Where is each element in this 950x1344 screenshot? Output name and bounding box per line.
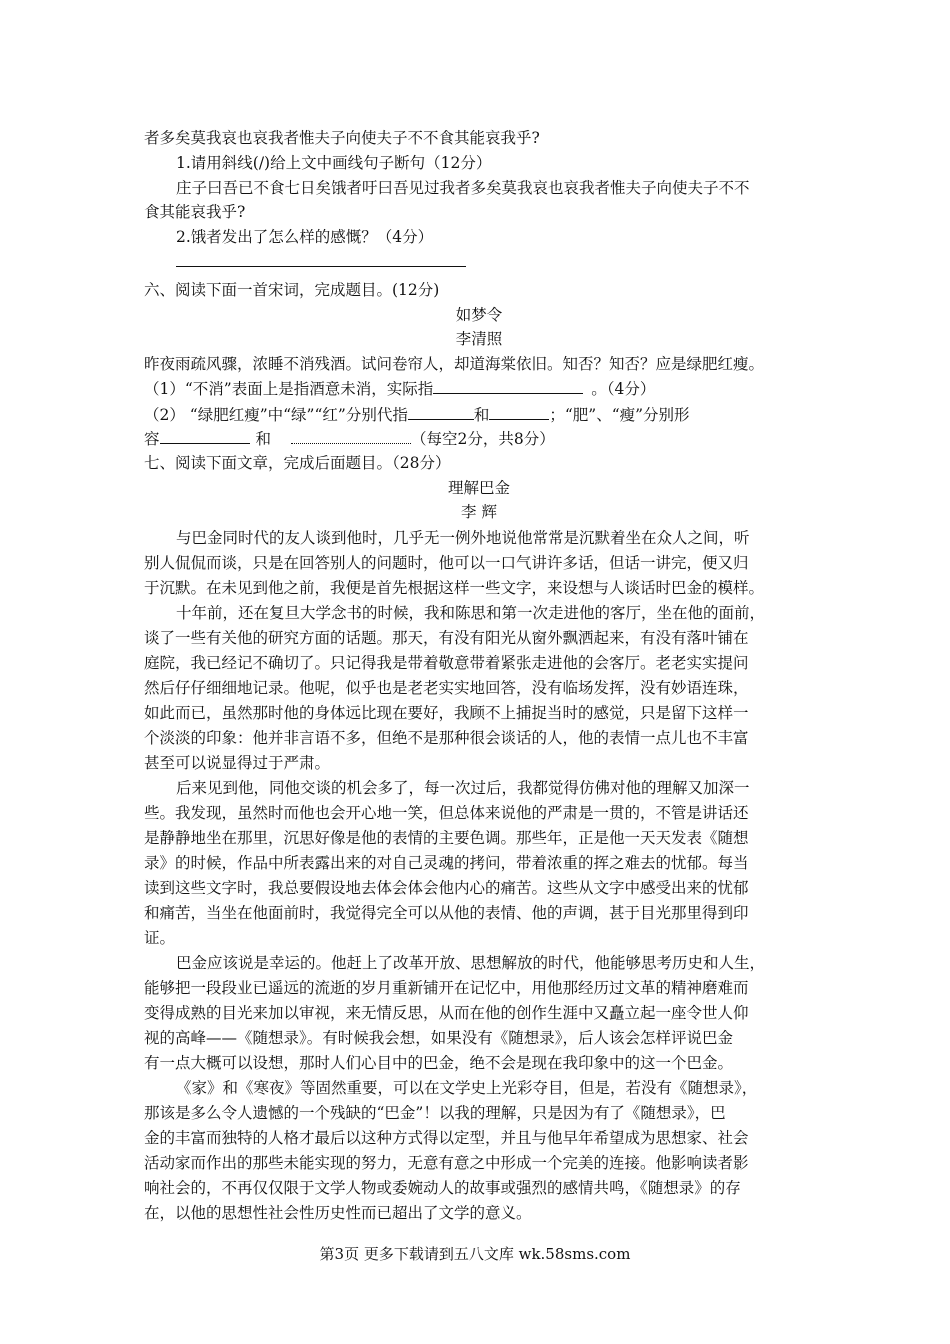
passage-tail: 者多矣莫我哀也哀我者惟夫子向使夫子不不食其能哀我乎? xyxy=(144,129,540,147)
question-1: 1.请用斜线(/)给上文中画线句子断句（12分） xyxy=(176,154,492,172)
article-title: 理解巴金 xyxy=(447,479,510,497)
page-footer: 第3页 更多下载请到五八文库 wk.58sms.com xyxy=(319,1245,631,1263)
sentence-line-1: 庄子曰吾已不食七日矣饿者吁曰吾见过我者多矣莫我哀也哀我者惟夫子向使夫子不不 xyxy=(176,179,750,197)
paragraph-line: 和痛苦，当坐在他面前时，我觉得完全可以从他的表情、他的声调，甚于目光那里得到印 xyxy=(144,904,749,922)
blank-3[interactable] xyxy=(489,404,549,420)
paragraph-line: 巴金应该说是幸运的。他赶上了改革开放、思想解放的时代，他能够思考历史和人生， xyxy=(176,954,766,972)
sentence-line-2: 食其能哀我乎? xyxy=(144,203,246,221)
paragraph-line: 些。我发现，虽然时而他也会开心地一笑，但总体来说他的严肃是一贯的，不管是讲话还 xyxy=(144,804,749,822)
paragraph-line: 能够把一段段业已遥远的流逝的岁月重新铺开在记忆中，用他那经历过文革的精神磨难而 xyxy=(144,979,749,997)
paragraph-line: 与巴金同时代的友人谈到他时，几乎无一例外地说他常常是沉默着坐在众人之间，听 xyxy=(176,529,750,547)
paragraph-line: 视的高峰——《随想录》。有时候我会想，如果没有《随想录》，后人该会怎样评说巴金 xyxy=(144,1029,734,1047)
poem-q1-suffix: 。（4分） xyxy=(591,380,656,398)
blank-4[interactable] xyxy=(160,428,250,444)
paragraph-line: 庭院，我已经记不确切了。只记得我是带着敬意带着紧张走进他的会客厅。老老实实提问 xyxy=(144,654,749,672)
paragraph-line: 十年前，还在复旦大学念书的时候，我和陈思和第一次走进他的客厅，坐在他的面前， xyxy=(176,604,766,622)
poem-q2-line2-prefix: 容 xyxy=(144,430,160,448)
paragraph-line: 个淡淡的印象：他并非言语不多，但绝不是那种很会谈话的人，他的表情一点儿也不丰富 xyxy=(144,729,749,747)
blank-1[interactable] xyxy=(433,378,583,394)
paragraph-line: 如此而已，虽然那时他的身体远比现在要好，我顾不上捕捉当时的感觉，只是留下这样一 xyxy=(144,704,749,722)
poem-q2-line2-suffix: （每空2分，共8分） xyxy=(411,430,555,448)
paragraph-line: 录》的时候，作品中所表露出来的对自己灵魂的拷问，带着浓重的挥之难去的忧郁。每当 xyxy=(144,854,749,872)
blank-2[interactable] xyxy=(408,404,474,420)
question-2: 2.饿者发出了怎么样的感慨？（4分） xyxy=(176,228,434,246)
poem-q2-mid: ；“肥”、“瘦”分别形 xyxy=(549,406,690,424)
paragraph-line: 读到这些文字时，我总要假设地去体会体会他内心的痛苦。这些从文字中感受出来的忧郁 xyxy=(144,879,749,897)
paragraph-line: 活动家而作出的那些未能实现的努力，无意有意之中形成一个完美的连接。他影响读者影 xyxy=(144,1154,749,1172)
poem-title: 如梦令 xyxy=(455,306,503,324)
article-author: 李 辉 xyxy=(461,503,497,521)
poem-author: 李清照 xyxy=(455,330,503,348)
paragraph-line: 后来见到他，同他交谈的机会多了，每一次过后，我都觉得仿佛对他的理解又加深一 xyxy=(176,779,750,797)
answer-line[interactable] xyxy=(176,266,466,267)
paragraph-line: 金的丰富而独特的人格才最后以这种方式得以定型，并且与他早年希望成为思想家、社会 xyxy=(144,1129,749,1147)
poem-q1-prefix: （1）“不消”表面上是指酒意未消，实际指 xyxy=(144,380,434,398)
paragraph-line: 有一点大概可以设想，那时人们心目中的巴金，绝不会是现在我印象中的这一个巴金。 xyxy=(144,1054,734,1072)
paragraph-line: 然后仔仔细细地记录。他呢，似乎也是老老实实地回答，没有临场发挥，没有妙语连珠， xyxy=(144,679,749,697)
paragraph-line: 《家》和《寒夜》等固然重要，可以在文学史上光彩夺目，但是，若没有《随想录》， xyxy=(176,1079,758,1097)
blank-5[interactable] xyxy=(291,428,411,444)
paragraph-line: 于沉默。在未见到他之前，我便是首先根据这样一些文字，来设想与人谈话时巴金的模样。 xyxy=(144,579,765,597)
poem-question-1 xyxy=(144,378,814,399)
poem-question-2-line-2 xyxy=(144,428,814,449)
paragraph-line: 是静静地坐在那里，沉思好像是他的表情的主要色调。那些年，正是他一天天发表《随想 xyxy=(144,829,749,847)
section-6-heading: 六、阅读下面一首宋词，完成题目。(12分) xyxy=(144,281,440,299)
paragraph-line: 变得成熟的目光来加以审视，来无情反思，从而在他的创作生涯中又矗立起一座令世人仰 xyxy=(144,1004,749,1022)
paragraph-line: 别人侃侃而谈，只是在回答别人的问题时，他可以一口气讲许多话，但话一讲完，便又归 xyxy=(144,554,749,572)
poem-text: 昨夜雨疏风骤，浓睡不消残酒。试问卷帘人，却道海棠依旧。知否？知否？应是绿肥红瘦。 xyxy=(144,355,765,373)
paragraph-line: 响社会的，不再仅仅限于文学人物或委婉动人的故事或强烈的感情共鸣，《随想录》的存 xyxy=(144,1179,741,1197)
paragraph-line: 证。 xyxy=(144,929,176,947)
poem-question-2 xyxy=(144,404,814,425)
poem-q2-prefix: （2） “绿肥红瘦”中“绿”“红”分别代指 xyxy=(144,406,408,424)
paragraph-line: 谈了一些有关他的研究方面的话题。那天，有没有阳光从窗外飘洒起来，有没有落叶铺在 xyxy=(144,629,749,647)
section-7-heading: 七、阅读下面文章，完成后面题目。（28分） xyxy=(144,454,451,472)
poem-q2-and: 和 xyxy=(473,406,490,424)
paragraph-line: 那该是多么令人遗憾的一个残缺的“巴金”！以我的理解，只是因为有了《随想录》，巴 xyxy=(144,1104,726,1122)
paragraph-line: 甚至可以说显得过于严肃。 xyxy=(144,754,331,772)
paragraph-line: 在，以他的思想性社会性历史性而已超出了文学的意义。 xyxy=(144,1204,532,1222)
poem-q2-line2-and: 和 xyxy=(255,430,272,448)
